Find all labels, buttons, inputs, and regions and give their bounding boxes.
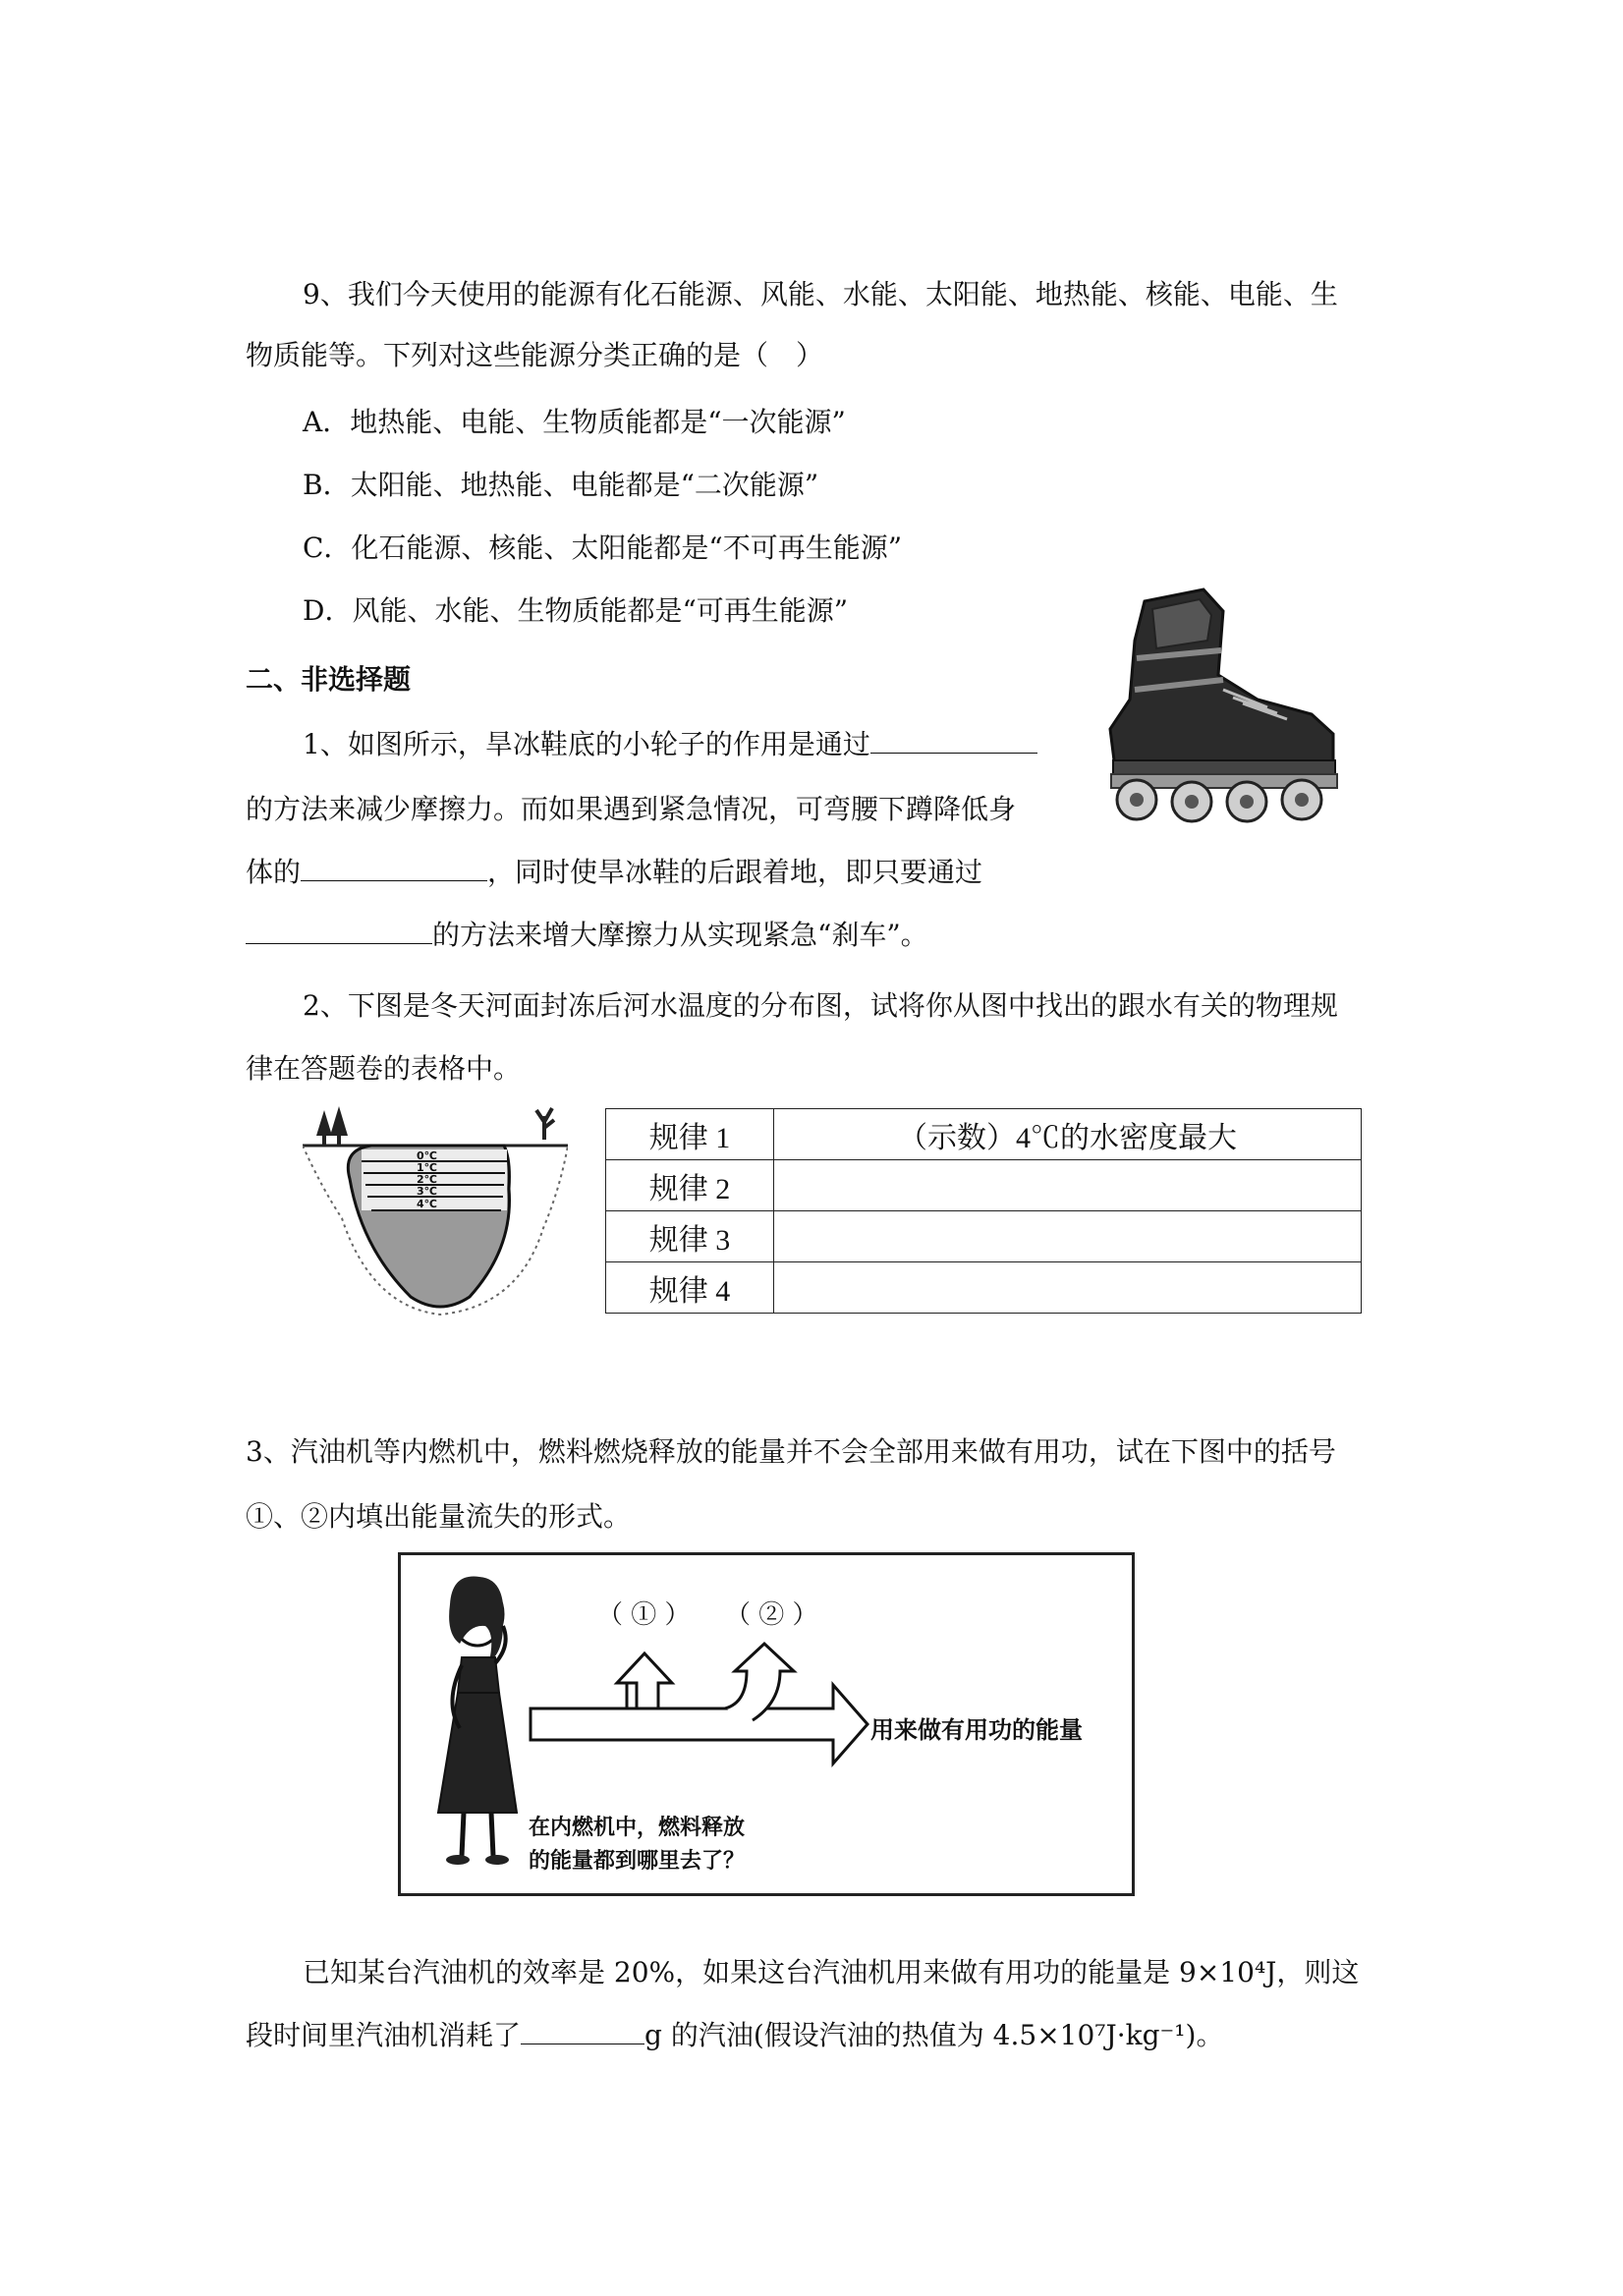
rule-value[interactable] <box>774 1262 1362 1314</box>
temp-label-3: 3℃ <box>417 1185 437 1198</box>
speech-line2: 的能量都到哪里去了？ <box>529 1849 746 1874</box>
roller-skate-image <box>1076 582 1361 825</box>
table-row <box>606 1211 1362 1262</box>
bracket-1-label: （ ① ） <box>597 1600 691 1630</box>
q9-option-d: D．风能、水能、生物质能都是“可再生能源” <box>303 594 849 627</box>
rule-key: 规律 3 <box>606 1211 774 1262</box>
section-heading: 二、非选择题 <box>246 663 412 696</box>
speech-line1: 在内燃机中，燃料释放 <box>529 1816 746 1840</box>
temp-label-1: 1℃ <box>417 1161 437 1174</box>
q9-stem-line1: 9、我们今天使用的能源有化石能源、风能、水能、太阳能、地热能、核能、电能、生 <box>303 278 1338 310</box>
rule-value: （示数）4℃的水密度最大 <box>774 1109 1362 1160</box>
q1-line3-text-b: ，同时使旱冰鞋的后跟着地，即只要通过 <box>487 856 983 888</box>
rule-value[interactable] <box>774 1211 1362 1262</box>
q3-follow-line2 <box>246 2016 1223 2055</box>
q3-follow-line1: 已知某台汽油机的效率是 20%，如果这台汽油机用来做有用功的能量是 9×10⁴J，则这 <box>303 1956 1360 1988</box>
q1-blank-2[interactable] <box>301 857 487 881</box>
q3-line1: 3、汽油机等内燃机中，燃料燃烧释放的能量并不会全部用来做有用功，试在下图中的括号 <box>246 1435 1336 1468</box>
q1-blank-3[interactable] <box>246 920 432 944</box>
bracket-2-label: （ ② ） <box>725 1600 818 1630</box>
loss-arrow-1 <box>617 1653 672 1708</box>
q9-option-a: A．地热能、电能、生物质能都是“一次能源” <box>303 406 846 438</box>
q3-blank-mass[interactable] <box>521 2020 644 2044</box>
useful-energy-arrow <box>531 1685 867 1764</box>
q9-option-b: B．太阳能、地热能、电能都是“二次能源” <box>303 469 819 501</box>
rule-value[interactable] <box>774 1160 1362 1211</box>
useful-energy-label: 用来做有用功的能量 <box>870 1716 1083 1744</box>
q1-line1-text: 1、如图所示，旱冰鞋底的小轮子的作用是通过 <box>303 728 870 760</box>
table-row <box>606 1262 1362 1314</box>
q9-stem-line2: 物质能等。下列对这些能源分类正确的是（ ） <box>246 339 824 371</box>
rule-table <box>605 1108 1362 1314</box>
q1-line4-text: 的方法来增大摩擦力从实现紧急“刹车”。 <box>432 919 928 951</box>
temp-label-0: 0℃ <box>417 1149 437 1162</box>
energy-flow-figure <box>398 1552 1135 1896</box>
temp-label-4: 4℃ <box>417 1198 437 1210</box>
q1-line2: 的方法来减少摩擦力。而如果遇到紧急情况，可弯腰下蹲降低身 <box>246 793 1017 825</box>
q1-line3 <box>246 853 982 892</box>
q2-line2: 律在答题卷的表格中。 <box>246 1052 522 1085</box>
table-row <box>606 1109 1362 1160</box>
q9-option-c: C．化石能源、核能、太阳能都是“不可再生能源” <box>303 532 903 564</box>
rule-key: 规律 4 <box>606 1262 774 1314</box>
rule-key: 规律 2 <box>606 1160 774 1211</box>
river-temperature-diagram <box>303 1100 568 1318</box>
q1-line1 <box>303 725 1037 764</box>
girl-illustration <box>438 1577 517 1865</box>
q1-line4 <box>246 916 928 955</box>
rule-key: 规律 1 <box>606 1109 774 1160</box>
q1-blank-1[interactable] <box>870 729 1037 754</box>
q3-line2: ①、②内填出能量流失的形式。 <box>246 1500 632 1533</box>
q3-follow-text-a: 段时间里汽油机消耗了 <box>246 2019 522 2051</box>
q2-line1: 2、下图是冬天河面封冻后河水温度的分布图，试将你从图中找出的跟水有关的物理规 <box>303 989 1338 1022</box>
table-row <box>606 1160 1362 1211</box>
q1-line3-text-a: 体的 <box>246 856 302 888</box>
temp-label-2: 2℃ <box>417 1173 437 1186</box>
q3-follow-text-b: g 的汽油(假设汽油的热值为 4.5×10⁷J·kg⁻¹)。 <box>644 2019 1224 2051</box>
